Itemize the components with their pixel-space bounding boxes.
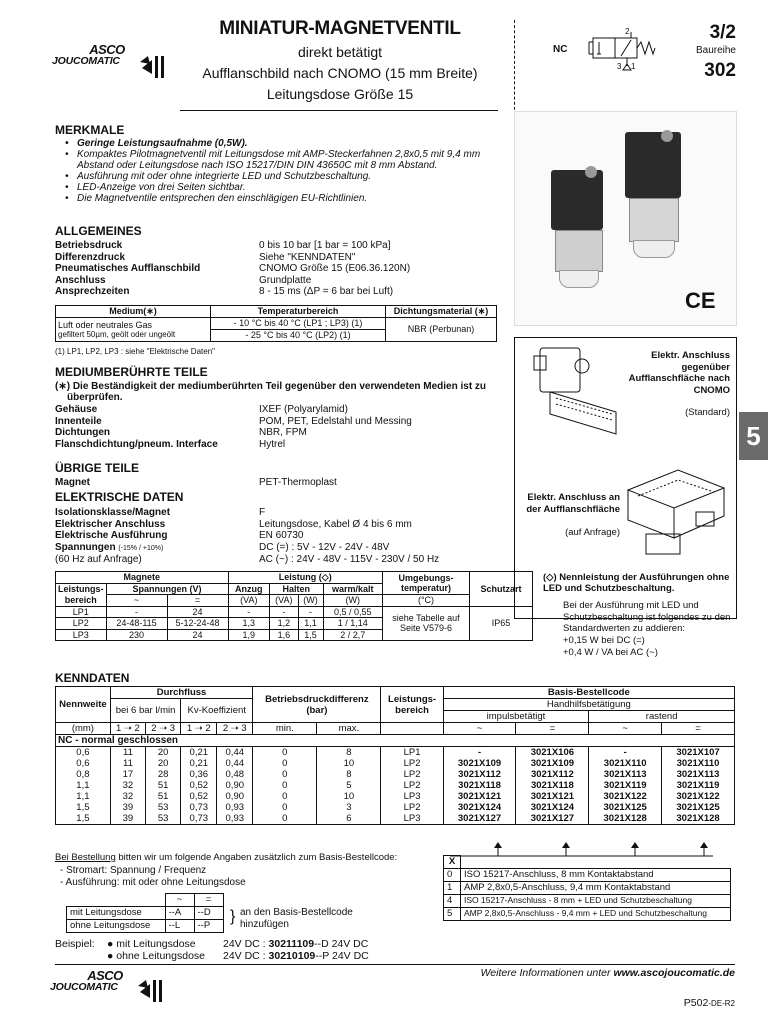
table-row bbox=[444, 869, 731, 882]
spec-label: Differenzdruck bbox=[55, 251, 126, 263]
baureihe-number: 302 bbox=[704, 60, 736, 81]
order-code: 3021X113 bbox=[589, 769, 662, 780]
cell: 0,6 bbox=[56, 758, 111, 769]
cell: 8 bbox=[317, 747, 381, 759]
temp-row-1: - 10 °C bis 40 °C (LP1 ; LP3) (1) bbox=[211, 318, 386, 330]
suffix-ac-header: ~ bbox=[165, 894, 194, 907]
medium-line-1: Luft oder neutrales Gas bbox=[58, 319, 153, 330]
order-code: 3021X119 bbox=[662, 780, 735, 791]
valve-symbol-icon bbox=[585, 28, 661, 74]
x-code: 1 bbox=[444, 882, 461, 895]
cell: 1,9 bbox=[228, 629, 270, 641]
cell: 17 bbox=[110, 769, 145, 780]
product-photo bbox=[514, 111, 737, 326]
cell: - bbox=[106, 606, 167, 618]
dicht-value: NBR (Perbunan) bbox=[386, 318, 497, 342]
table-row bbox=[56, 606, 533, 618]
cell: LP1 bbox=[381, 747, 443, 759]
cell: 1,1 bbox=[298, 618, 323, 630]
cell: 1,5 bbox=[56, 813, 111, 825]
order-code: 3021X110 bbox=[589, 758, 662, 769]
order-code: 3021X112 bbox=[443, 769, 516, 780]
ex2-label: ohne Leitungsdose bbox=[116, 950, 206, 962]
dicht-header: Dichtungsmaterial (∗) bbox=[386, 306, 497, 318]
unit-va: (VA) bbox=[228, 595, 270, 607]
cell: 24-48-115 bbox=[106, 618, 167, 630]
order-code: 3021X125 bbox=[589, 802, 662, 813]
ex2-suf: --P 24V DC bbox=[315, 950, 369, 962]
cell: 0,21 bbox=[181, 747, 217, 759]
x-code: 5 bbox=[444, 908, 461, 921]
ce-mark: CE bbox=[685, 288, 716, 313]
spec-value: Grundplatte bbox=[259, 274, 312, 286]
page-suffix: -DE-R2 bbox=[708, 999, 735, 1008]
elektrische-table bbox=[53, 507, 441, 566]
ex2-code: 30210109 bbox=[268, 950, 316, 962]
spec-value: CNOMO Größe 15 (E06.36.120N) bbox=[259, 263, 411, 274]
merkmale-heading: MERKMALE bbox=[55, 123, 125, 137]
x-desc: AMP 2,8x0,5-Anschluss - 9,4 mm + LED und Schutzbeschaltung bbox=[461, 908, 731, 921]
cell: 1,6 bbox=[270, 629, 299, 641]
cell: 1 / 1,14 bbox=[323, 618, 382, 630]
page-code: P502 bbox=[683, 997, 709, 1009]
logo-joucomatic-text: JOUCOMATIC bbox=[52, 55, 120, 67]
brace-icon: } bbox=[230, 908, 236, 925]
cell: 3 bbox=[317, 802, 381, 813]
page-number bbox=[640, 997, 735, 1009]
mediumberuehrte-table bbox=[53, 404, 414, 450]
suffix-ohne-p: --P bbox=[194, 920, 223, 933]
uebrige-table bbox=[53, 477, 339, 489]
cell: 20 bbox=[146, 747, 181, 759]
spec-value: EN 60730 bbox=[259, 530, 304, 541]
cell: LP1 bbox=[56, 606, 107, 618]
h-magnete: Magnete bbox=[56, 572, 229, 584]
cell: 0,52 bbox=[181, 791, 217, 802]
img1-sub: (Standard) bbox=[685, 407, 730, 418]
unit-dc: = bbox=[167, 595, 228, 607]
cell: LP3 bbox=[381, 813, 443, 825]
order-code: 3021X128 bbox=[662, 813, 735, 825]
img2-sub: (auf Anfrage) bbox=[565, 527, 620, 538]
cell: LP2 bbox=[56, 618, 107, 630]
cell: 10 bbox=[317, 758, 381, 769]
table-row bbox=[56, 802, 735, 813]
spec-label: Pneumatisches Aufflanschbild bbox=[55, 263, 201, 274]
h-bei6: bei 6 bar l/min bbox=[110, 699, 181, 723]
allgemeines-heading: ALLGEMEINES bbox=[55, 224, 142, 238]
cell: 1,3 bbox=[228, 618, 270, 630]
cell: LP3 bbox=[56, 629, 107, 641]
medium-table bbox=[55, 305, 497, 342]
x-desc: AMP 2,8x0,5-Anschluss, 9,4 mm Kontaktabstand bbox=[461, 882, 731, 895]
brace-text-1: an den Basis-Bestellcode bbox=[240, 907, 353, 918]
way-label: 3/2 bbox=[709, 22, 736, 43]
unit-dc: = bbox=[662, 723, 735, 735]
bestellung-item2: - Ausführung: mit oder ohne Leitungsdose bbox=[60, 877, 246, 888]
footer-logo-mark-icon bbox=[136, 978, 166, 1004]
cell: 0,48 bbox=[217, 769, 253, 780]
cell: 39 bbox=[110, 802, 145, 813]
order-code: 3021X124 bbox=[443, 802, 516, 813]
spann-dc: DC (=) : 5V - 12V - 24V - 48V bbox=[259, 542, 390, 553]
suffix-mit-d: --D bbox=[194, 907, 223, 920]
suffix-ohne-label: ohne Leitungsdose bbox=[67, 920, 166, 933]
kenndaten-heading: KENNDATEN bbox=[55, 671, 130, 685]
cell: - bbox=[298, 606, 323, 618]
cell: 0,52 bbox=[181, 780, 217, 791]
cell: 10 bbox=[317, 791, 381, 802]
h-basis: Basis-Bestellcode bbox=[443, 687, 734, 699]
cell: LP3 bbox=[381, 791, 443, 802]
cell: 1,1 bbox=[56, 791, 111, 802]
order-code: 3021X122 bbox=[662, 791, 735, 802]
unit-12: 1 ➝ 2 bbox=[110, 723, 145, 735]
header-divider bbox=[514, 20, 515, 115]
merkmale-list bbox=[55, 138, 505, 204]
cell: 24 bbox=[167, 629, 228, 641]
order-code: 3021X109 bbox=[443, 758, 516, 769]
spec-label: Innenteile bbox=[55, 415, 102, 427]
ex1-suf: --D 24V DC bbox=[314, 938, 369, 950]
kenndaten-table bbox=[55, 686, 735, 825]
subtitle-1: direkt betätigt bbox=[297, 44, 383, 60]
cell: 0 bbox=[253, 747, 317, 759]
order-code: 3021X122 bbox=[589, 791, 662, 802]
beispiel-label: Beispiel: bbox=[55, 938, 95, 950]
suffix-dc-header: = bbox=[194, 894, 223, 907]
cell: 5-12-24-48 bbox=[167, 618, 228, 630]
cell: 1,5 bbox=[298, 629, 323, 641]
img2-label: Elektr. Anschluss an der Aufflanschfläche bbox=[526, 492, 620, 515]
order-code: 3021X124 bbox=[516, 802, 589, 813]
power-note-title: (◇) Nennleistung der Ausführungen ohne LED und Schutzbeschaltung. bbox=[543, 572, 730, 594]
spec-value: IXEF (Polyarylamid) bbox=[259, 404, 348, 415]
elektrische-heading: ELEKTRISCHE DATEN bbox=[55, 490, 184, 504]
unit-23: 2 ➝ 3 bbox=[217, 723, 253, 735]
umgebung-value: siehe Tabelle auf Seite V579-6 bbox=[383, 606, 470, 641]
power-table bbox=[55, 571, 533, 641]
cell: 0,90 bbox=[217, 780, 253, 791]
temp-row-2: - 25 °C bis 40 °C (LP2) (1) bbox=[211, 330, 386, 342]
order-code: 3021X112 bbox=[516, 769, 589, 780]
table-row bbox=[56, 813, 735, 825]
h-betr: Betriebsdruckdifferenz (bar) bbox=[253, 687, 381, 723]
chapter-tab: 5 bbox=[739, 412, 768, 460]
bestellung-item1: - Stromart: Spannung / Frequenz bbox=[60, 865, 207, 876]
power-note-ac: +0,4 W / VA bei AC (~) bbox=[563, 647, 658, 658]
cell: 0 bbox=[253, 769, 317, 780]
spec-label: Ansprechzeiten bbox=[55, 286, 130, 297]
h-impuls: impulsbetätigt bbox=[443, 711, 589, 723]
unit-w: (W) bbox=[298, 595, 323, 607]
merkmal-item: • LED-Anzeige von drei Seiten sichtbar. bbox=[77, 182, 505, 193]
power-note-dc: +0,15 W bei DC (=) bbox=[563, 635, 645, 646]
cell: - bbox=[270, 606, 299, 618]
cell: LP2 bbox=[381, 769, 443, 780]
table-row bbox=[444, 895, 731, 908]
cell: 0,73 bbox=[181, 813, 217, 825]
spec-value: PET-Thermoplast bbox=[259, 477, 337, 488]
power-note-body: Bei der Ausführung mit LED und Schutzbeschaltung ist folgendes zu den Standardwerten zu addieren: bbox=[563, 600, 731, 634]
port-3: 3 bbox=[617, 62, 622, 71]
bestellung-intro bbox=[55, 853, 397, 864]
logo-asco-text: ASCO bbox=[89, 42, 125, 57]
spann-tol: (-15% / +10%) bbox=[118, 544, 164, 552]
subtitle-3: Leitungsdose Größe 15 bbox=[266, 86, 414, 102]
allgemeines-table bbox=[53, 240, 412, 298]
kenndaten-rows bbox=[56, 747, 735, 825]
unit-max: max. bbox=[317, 723, 381, 735]
unit-va: (VA) bbox=[270, 595, 299, 607]
footer-more-text: Weitere Informationen unter bbox=[480, 967, 614, 979]
unit-ac: ~ bbox=[589, 723, 662, 735]
spec-value: 0 bis 10 bar [1 bar = 100 kPa] bbox=[259, 240, 391, 251]
h-warm: warm/kalt bbox=[323, 583, 382, 595]
h-bereich: Leistungs-bereich bbox=[56, 583, 107, 606]
spec-value: NBR, FPM bbox=[259, 427, 307, 438]
medium-header: Medium(∗) bbox=[56, 306, 211, 318]
h-leistung: Leistung (◇) bbox=[228, 572, 382, 584]
h-rast: rastend bbox=[589, 711, 735, 723]
suffix-table bbox=[66, 893, 224, 933]
spec-label: Magnet bbox=[55, 477, 90, 488]
spec-label: Elektrische Ausführung bbox=[55, 530, 168, 541]
cell: 53 bbox=[146, 813, 181, 825]
merkmal-item: • Geringe Leistungsaufnahme (0,5W). bbox=[77, 138, 505, 149]
order-code: 3021X109 bbox=[516, 758, 589, 769]
table-row bbox=[56, 758, 735, 769]
order-code: 3021X121 bbox=[516, 791, 589, 802]
h-halten: Halten bbox=[270, 583, 323, 595]
cell: 32 bbox=[110, 791, 145, 802]
subtitle-2: Aufflanschbild nach CNOMO (15 mm Breite) bbox=[202, 65, 478, 81]
spec-label: Anschluss bbox=[55, 274, 106, 286]
cell: 11 bbox=[110, 747, 145, 759]
spann-note: (60 Hz auf Anfrage) bbox=[55, 554, 142, 565]
medium-footnote: (1) LP1, LP2, LP3 : siehe "Elektrische Daten" bbox=[55, 347, 215, 356]
spann-ac: AC (~) : 24V - 48V - 115V - 230V / 50 Hz bbox=[259, 554, 440, 565]
bestellung-intro-u: Bei Bestellung bbox=[55, 852, 116, 863]
nc-label: NC bbox=[553, 44, 568, 55]
spec-value: F bbox=[259, 507, 266, 518]
uebrige-heading: ÜBRIGE TEILE bbox=[55, 461, 140, 475]
medium-line-2: gefiltert 50µm, geölt oder ungeölt bbox=[58, 329, 176, 339]
cell: 6 bbox=[317, 813, 381, 825]
cell: 8 bbox=[317, 769, 381, 780]
cell: 51 bbox=[146, 791, 181, 802]
img1-label: Elektr. Anschluss gegenüber Aufflanschfläche nach CNOMO bbox=[628, 350, 730, 396]
footer-logo-joucomatic: JOUCOMATIC bbox=[50, 981, 118, 993]
x-desc: ISO 15217-Anschluss, 8 mm Kontaktabstand bbox=[461, 869, 731, 882]
table-row bbox=[444, 908, 731, 921]
brace-text bbox=[240, 907, 353, 931]
spec-label: Isolationsklasse/Magnet bbox=[55, 507, 171, 518]
order-code: 3021X106 bbox=[516, 747, 589, 759]
port-1: 1 bbox=[631, 62, 636, 71]
cell: 0 bbox=[253, 813, 317, 825]
unit-c: (°C) bbox=[383, 595, 470, 607]
footer-more bbox=[400, 967, 735, 979]
unit-12: 1 ➝ 2 bbox=[181, 723, 217, 735]
footer-url[interactable]: www.ascojoucomatic.de bbox=[613, 967, 735, 979]
connector-flange-drawing bbox=[618, 460, 730, 560]
order-code: - bbox=[589, 747, 662, 759]
baureihe-label: Baureihe bbox=[695, 45, 736, 56]
order-code: 3021X110 bbox=[662, 758, 735, 769]
ex1-label: mit Leitungsdose bbox=[116, 938, 196, 950]
nc-section-label: NC - normal geschlossen bbox=[56, 735, 735, 747]
cell: 28 bbox=[146, 769, 181, 780]
spec-label: Elektrischer Anschluss bbox=[55, 518, 166, 530]
spec-value: 8 - 15 ms (ΔP = 6 bar bei Luft) bbox=[259, 286, 394, 297]
connector-standard-drawing bbox=[520, 342, 630, 442]
order-code: 3021X119 bbox=[589, 780, 662, 791]
spec-value: Hytrel bbox=[259, 438, 286, 450]
cell: 0,5 / 0,55 bbox=[323, 606, 382, 618]
suffix-ohne-l: --L bbox=[165, 920, 194, 933]
merkmal-item: • Kompaktes Pilotmagnetventil mit Leitungsdose mit AMP-Steckerfahnen 2,8x0,5 mit 9,4 mm Abstand oder Leitungsdose nach ISO 15217/DIN DIN 43650C mit 8 mm Abstand. bbox=[77, 149, 505, 171]
merkmal-item: • Die Magnetventile entsprechen den einschlägigen EU-Richtlinien. bbox=[77, 193, 505, 204]
cell: 11 bbox=[110, 758, 145, 769]
cell: 0 bbox=[253, 791, 317, 802]
unit-min: min. bbox=[253, 723, 317, 735]
cell: 0,21 bbox=[181, 758, 217, 769]
order-code: 3021X107 bbox=[662, 747, 735, 759]
cell: LP2 bbox=[381, 802, 443, 813]
unit-ac: ~ bbox=[106, 595, 167, 607]
h-kv: Kv-Koeffizient bbox=[181, 699, 253, 723]
h-hand: Handhilfsbetätigung bbox=[443, 699, 734, 711]
x-header: X bbox=[444, 856, 461, 869]
brace-text-2: hinzufügen bbox=[240, 919, 289, 930]
cell: 32 bbox=[110, 780, 145, 791]
cell: 0,44 bbox=[217, 747, 253, 759]
h-umgebung: Umgebungs-temperatur) bbox=[383, 572, 470, 595]
cell: 0,93 bbox=[217, 813, 253, 825]
order-code: - bbox=[443, 747, 516, 759]
cell: 51 bbox=[146, 780, 181, 791]
temp-header: Temperaturbereich bbox=[211, 306, 386, 318]
cell: 0 bbox=[253, 780, 317, 791]
cell: 0,6 bbox=[56, 747, 111, 759]
spec-value: Leitungsdose, Kabel Ø 4 bis 6 mm bbox=[259, 518, 412, 530]
order-code: 3021X113 bbox=[662, 769, 735, 780]
h-schutz: Schutzart bbox=[470, 572, 533, 607]
cell: 2 / 2,7 bbox=[323, 629, 382, 641]
schutz-value: IP65 bbox=[470, 606, 533, 641]
order-code: 3021X118 bbox=[516, 780, 589, 791]
spec-label: Betriebsdruck bbox=[55, 240, 123, 251]
ex1-code: 30211109 bbox=[268, 938, 315, 950]
h-leist: Leistungs-bereich bbox=[381, 687, 443, 723]
spec-value: POM, PET, Edelstahl und Messing bbox=[259, 415, 412, 427]
unit-23: 2 ➝ 3 bbox=[146, 723, 181, 735]
cell: 0,36 bbox=[181, 769, 217, 780]
cell: 1,1 bbox=[56, 780, 111, 791]
order-code: 3021X118 bbox=[443, 780, 516, 791]
port-2: 2 bbox=[625, 27, 630, 36]
table-row bbox=[56, 780, 735, 791]
cell: 230 bbox=[106, 629, 167, 641]
unit-dc: = bbox=[516, 723, 589, 735]
table-row bbox=[444, 882, 731, 895]
cell: - bbox=[228, 606, 270, 618]
unit-mm: (mm) bbox=[56, 723, 111, 735]
cell: LP2 bbox=[381, 758, 443, 769]
cell: 1,2 bbox=[270, 618, 299, 630]
cell: 0,44 bbox=[217, 758, 253, 769]
cell: 39 bbox=[110, 813, 145, 825]
order-code: 3021X127 bbox=[516, 813, 589, 825]
order-code: 3021X121 bbox=[443, 791, 516, 802]
header-rule bbox=[180, 110, 498, 111]
x-option-table bbox=[443, 855, 731, 921]
table-row bbox=[56, 791, 735, 802]
cell: 24 bbox=[167, 606, 228, 618]
merkmal-item: • Ausführung mit oder ohne integrierte LED und Schutzbeschaltung. bbox=[77, 171, 505, 182]
table-row bbox=[56, 747, 735, 759]
order-code: 3021X127 bbox=[443, 813, 516, 825]
cell: 1,5 bbox=[56, 802, 111, 813]
bestellung-intro-text: bitten wir um folgende Angaben zusätzlich zum Basis-Bestellcode: bbox=[115, 852, 398, 863]
suffix-mit-label: mit Leitungsdose bbox=[67, 907, 166, 920]
cell: 0 bbox=[253, 758, 317, 769]
ex2-pre: 24V DC : bbox=[223, 950, 269, 962]
spec-label: Gehäuse bbox=[55, 404, 98, 415]
mediumberuehrte-heading: MEDIUMBERÜHRTE TEILE bbox=[55, 365, 208, 379]
cell: 0 bbox=[253, 802, 317, 813]
x-code: 4 bbox=[444, 895, 461, 908]
spec-value: Siehe "KENNDATEN" bbox=[259, 251, 356, 263]
cell: 0,73 bbox=[181, 802, 217, 813]
cell: 0,8 bbox=[56, 769, 111, 780]
unit-ac: ~ bbox=[443, 723, 516, 735]
cell: 53 bbox=[146, 802, 181, 813]
x-code: 0 bbox=[444, 869, 461, 882]
x-desc: ISO 15217-Anschluss - 8 mm + LED und Schutzbeschaltung bbox=[461, 895, 731, 908]
order-code: 3021X128 bbox=[589, 813, 662, 825]
logo-mark-icon bbox=[138, 54, 168, 80]
spec-label: Dichtungen bbox=[55, 427, 110, 438]
order-code: 3021X125 bbox=[662, 802, 735, 813]
cell: 5 bbox=[317, 780, 381, 791]
spann-label: Spannungen bbox=[55, 541, 116, 553]
h-durch: Durchfluss bbox=[110, 687, 252, 699]
h-spann: Spannungen (V) bbox=[106, 583, 228, 595]
cell: LP2 bbox=[381, 780, 443, 791]
cell: 20 bbox=[146, 758, 181, 769]
mediumberuehrte-note: (∗) Die Beständigkeit der mediumberührten Teil gegenüber den verwendeten Medien ist zu überprüfen. bbox=[55, 381, 487, 403]
h-nenn: Nennweite bbox=[56, 687, 111, 723]
spec-label: Flanschdichtung/pneum. Interface bbox=[55, 438, 218, 450]
cell: 0,93 bbox=[217, 802, 253, 813]
unit-w: (W) bbox=[323, 595, 382, 607]
ex1-pre: 24V DC : bbox=[223, 938, 269, 950]
page-title: MINIATUR-MAGNETVENTIL bbox=[219, 18, 461, 39]
beispiel-block: Beispiel: ● mit Leitungsdose 24V DC : 30211109--D 24V DC ● ohne Leitungsdose 24V DC : 30210109--P 24V DC bbox=[55, 938, 369, 962]
footer-rule bbox=[55, 964, 735, 965]
suffix-mit-a: --A bbox=[165, 907, 194, 920]
table-row bbox=[56, 769, 735, 780]
footer-logo-asco: ASCO bbox=[87, 968, 123, 983]
cell: 0,90 bbox=[217, 791, 253, 802]
h-anzug: Anzug bbox=[228, 583, 270, 595]
